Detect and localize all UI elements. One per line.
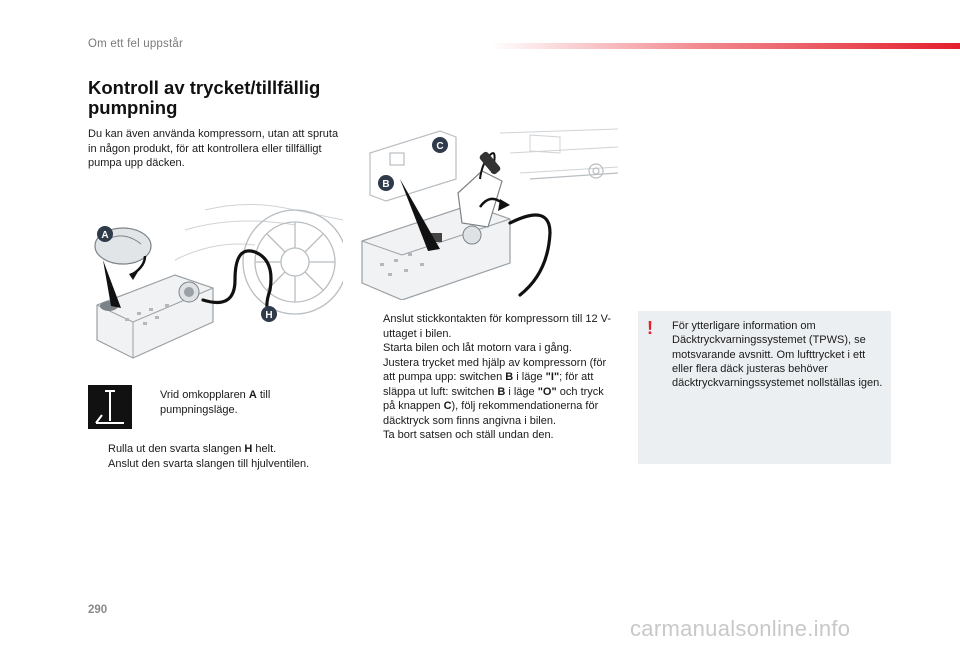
list-item: Ta bort satsen och ställ undan den.: [383, 429, 554, 441]
watermark: carmanualsonline.info: [630, 616, 851, 641]
list-item: Anslut den svarta slangen till hjulventilen.: [108, 457, 310, 470]
page-title-line1: Kontroll av trycket/tillfällig: [88, 77, 321, 98]
svg-text:C: C: [436, 141, 444, 152]
page-title-line2: pumpning: [88, 97, 178, 118]
svg-text:A: A: [101, 230, 109, 241]
header-accent-bar: [490, 43, 960, 49]
intro-paragraph: Du kan även använda kompressorn, utan att spruta in någon produkt, för att kontrollera eller tillfälligt pumpa upp däcken.: [88, 128, 339, 169]
page-number: 290: [88, 604, 108, 616]
svg-text:B: B: [382, 179, 390, 190]
compressor-kit-icon: [97, 275, 213, 358]
label-h: [261, 306, 277, 322]
info-note-box: [638, 311, 891, 464]
list-item: Vrid omkopplaren A till pumpningsläge.: [160, 389, 271, 416]
label-c: [432, 137, 448, 153]
list-item: Rulla ut den svarta slangen H helt.: [108, 443, 277, 455]
tyre-icon: [243, 210, 343, 314]
compressor-connection-illustration: [360, 123, 618, 300]
svg-text:H: H: [265, 310, 273, 321]
page-title: [88, 78, 320, 118]
section-title: Om ett fel uppstår: [88, 38, 183, 50]
list-item: Anslut stickkontakten för kompressorn till 12 V-uttaget i bilen.: [383, 313, 612, 340]
compressor-illustration: [85, 200, 343, 368]
mid-steps-list: [365, 312, 615, 443]
info-note-text: För ytterligare information om Däcktryckvarningssystemet (TPWS), se motsvarande avsnitt. Om lufttrycket i ett eller flera däck justeras behöver däcktryckvarningssystemet nollställas igen.: [672, 320, 883, 390]
list-item: Justera trycket med hjälp av kompressorn (för att pumpa upp: switchen B i läge "I"; för att släppa ut luft: switchen B i läge "O" och tryck på knappen C), följ rekommendationerna för däcktryck som finns angivna i bilen.: [383, 356, 607, 427]
label-b: [378, 175, 394, 191]
hose-icon: [510, 215, 550, 295]
left-steps-list: [90, 442, 350, 471]
switch-step: [142, 388, 337, 417]
list-item: Starta bilen och låt motorn vara i gång.: [383, 342, 572, 354]
label-a: [97, 226, 113, 242]
warning-icon: !: [647, 318, 653, 338]
switch-lever-icon: [88, 385, 132, 429]
